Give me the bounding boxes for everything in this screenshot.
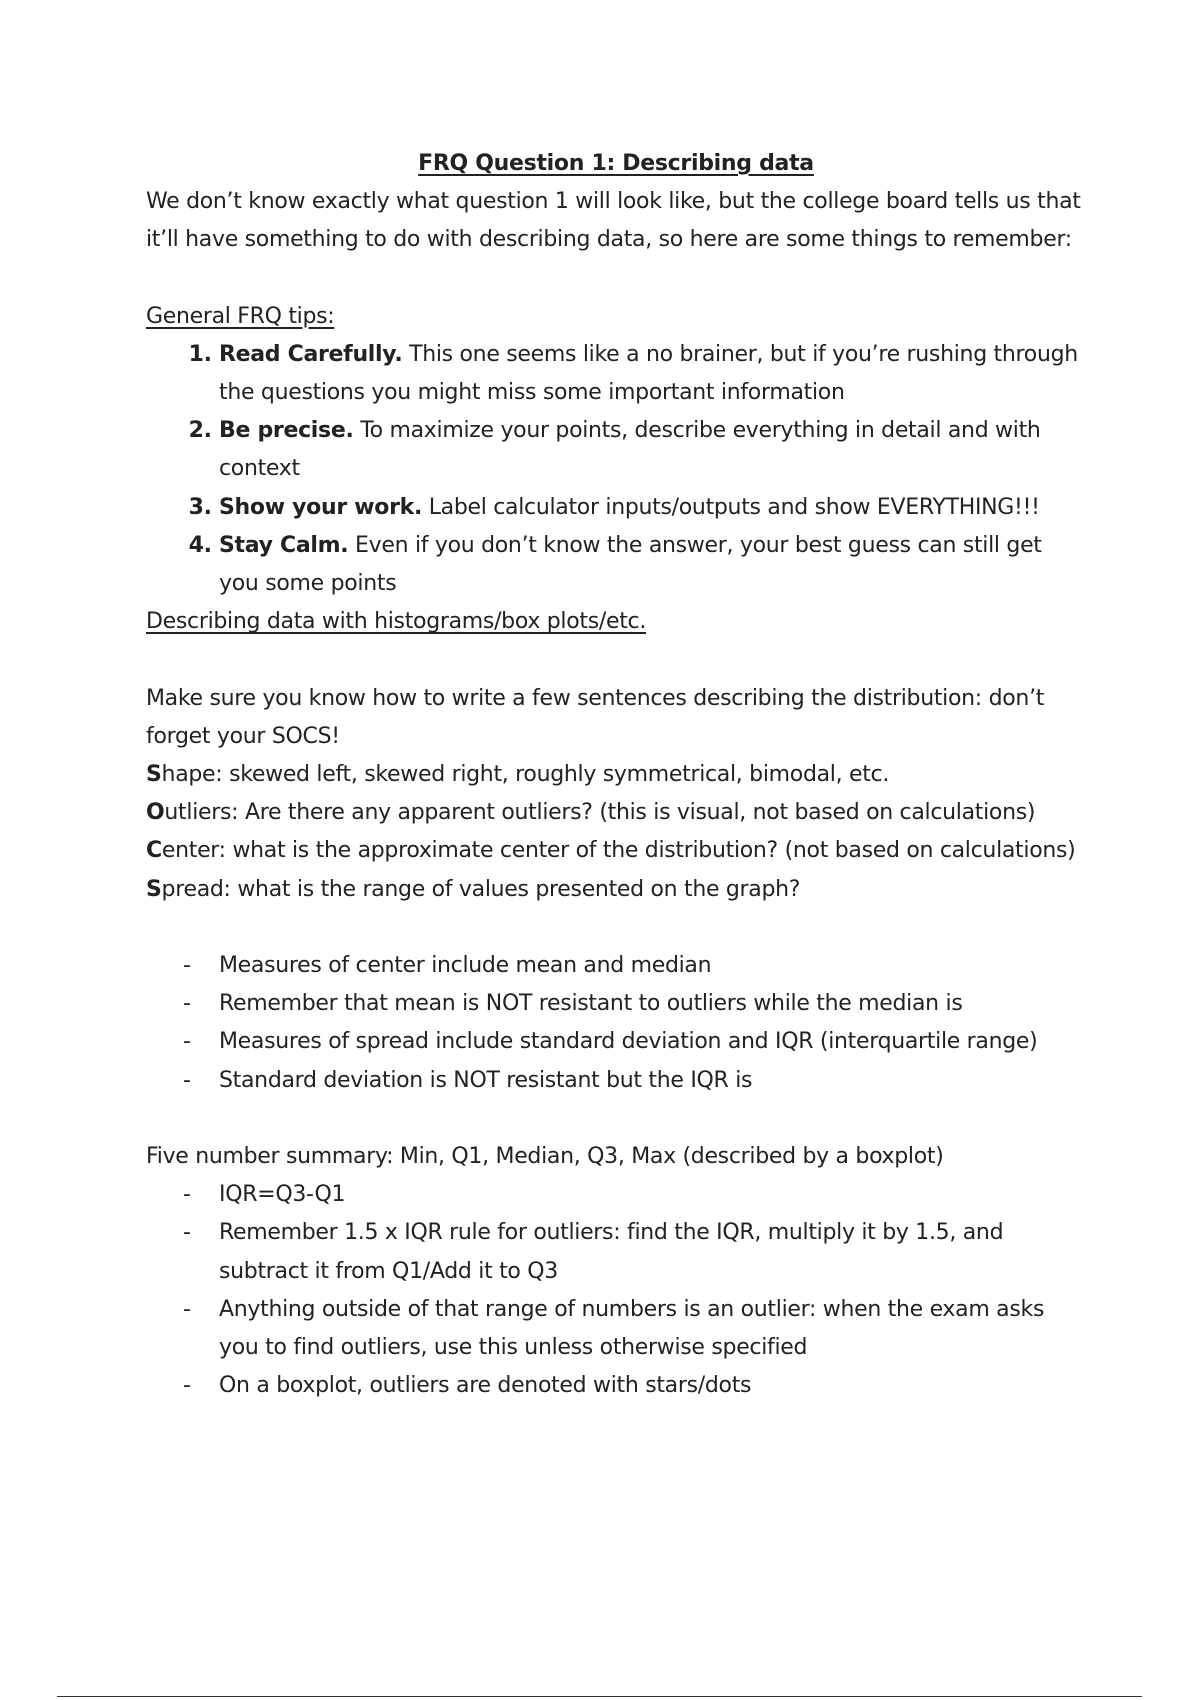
dash-bullet: -: [183, 953, 191, 979]
socs-center: [146, 832, 1086, 870]
list-item-text: Standard deviation is NOT resistant but the IQR is: [219, 1067, 753, 1093]
dash-bullet: -: [183, 991, 191, 1017]
five-number-summary: Five number summary: Min, Q1, Median, Q3, Max (described by a boxplot): [146, 1144, 944, 1170]
socs-text: utliers: Are there any apparent outliers? (this is visual, not based on calculations): [164, 800, 1036, 826]
spacer: [146, 641, 1086, 679]
list-item: [146, 1291, 1086, 1367]
tip-lead: Stay Calm.: [219, 532, 349, 558]
five-number-list: [146, 1176, 1086, 1405]
list-item-text: Measures of center include mean and median: [219, 953, 712, 979]
socs-shape: [146, 756, 1086, 794]
list-item: [146, 947, 1086, 985]
dash-bullet: -: [183, 1220, 191, 1246]
list-item: [146, 1367, 1086, 1405]
dash-bullet: -: [183, 1029, 191, 1055]
tips-heading: General FRQ tips:: [146, 303, 335, 329]
list-item: [219, 336, 1086, 412]
list-item-text: Measures of spread include standard deviation and IQR (interquartile range): [219, 1029, 1038, 1055]
tips-list: [146, 336, 1086, 603]
dash-bullet: -: [183, 1067, 191, 1093]
socs-text: pread: what is the range of values presented on the graph?: [161, 876, 801, 902]
socs-spread: [146, 871, 1086, 909]
tip-text: Label calculator inputs/outputs and show EVERYTHING!!!: [422, 494, 1040, 520]
tip-lead: Read Carefully.: [219, 341, 403, 367]
describing-heading: Describing data with histograms/box plots/etc.: [146, 609, 647, 635]
dash-bullet: -: [183, 1296, 191, 1322]
spacer: [146, 1100, 1086, 1138]
spacer: [146, 259, 1086, 297]
dash-bullet: -: [183, 1182, 191, 1208]
list-item-text: Remember that mean is NOT resistant to outliers while the median is: [219, 991, 963, 1017]
list-item: [146, 1023, 1086, 1061]
list-item: [146, 985, 1086, 1023]
intro-paragraph: We don’t know exactly what question 1 will look like, but the college board tells us that it’ll have something to do with describing data, so here are some things to remember:: [146, 189, 1081, 253]
list-item-text: Remember 1.5 x IQR rule for outliers: find the IQR, multiply it by 1.5, and subtract it from Q1/Add it to Q3: [219, 1220, 1004, 1284]
tip-lead: Show your work.: [219, 494, 423, 520]
dash-bullet: -: [183, 1373, 191, 1399]
tip-text: This one seems like a no brainer, but if you’re rushing through the questions you might miss some important information: [219, 341, 1078, 405]
tip-text: Even if you don’t know the answer, your best guess can still get you some points: [219, 532, 1042, 597]
list-item: [146, 1214, 1086, 1290]
spacer: [146, 909, 1086, 947]
list-item: [219, 489, 1086, 527]
list-item: [219, 527, 1086, 603]
list-item: [146, 1176, 1086, 1214]
socs-text: hape: skewed left, skewed right, roughly symmetrical, bimodal, etc.: [161, 762, 890, 788]
socs-text: enter: what is the approximate center of the distribution? (not based on calculations): [161, 838, 1076, 864]
page-title: FRQ Question 1: Describing data: [418, 151, 814, 176]
list-item: [219, 412, 1086, 488]
socs-letter: C: [146, 838, 162, 864]
tip-text: To maximize your points, describe everything in detail and with context: [219, 418, 1041, 482]
list-item-text: Anything outside of that range of numbers is an outlier: when the exam asks you to find outliers, use this unless otherwise specified: [219, 1296, 1045, 1361]
list-item-text: IQR=Q3-Q1: [219, 1182, 346, 1208]
list-item: [146, 1062, 1086, 1100]
list-item-text: On a boxplot, outliers are denoted with stars/dots: [219, 1373, 752, 1399]
measures-list: [146, 947, 1086, 1100]
socs-letter: O: [146, 800, 165, 826]
document-page: [146, 145, 1086, 1405]
tip-lead: Be precise.: [219, 418, 354, 444]
socs-letter: S: [146, 762, 162, 788]
bottom-divider: [57, 1696, 1142, 1697]
describing-intro: Make sure you know how to write a few sentences describing the distribution: don’t forget your SOCS!: [146, 685, 1045, 749]
socs-letter: S: [146, 876, 162, 902]
socs-outliers: [146, 794, 1086, 832]
